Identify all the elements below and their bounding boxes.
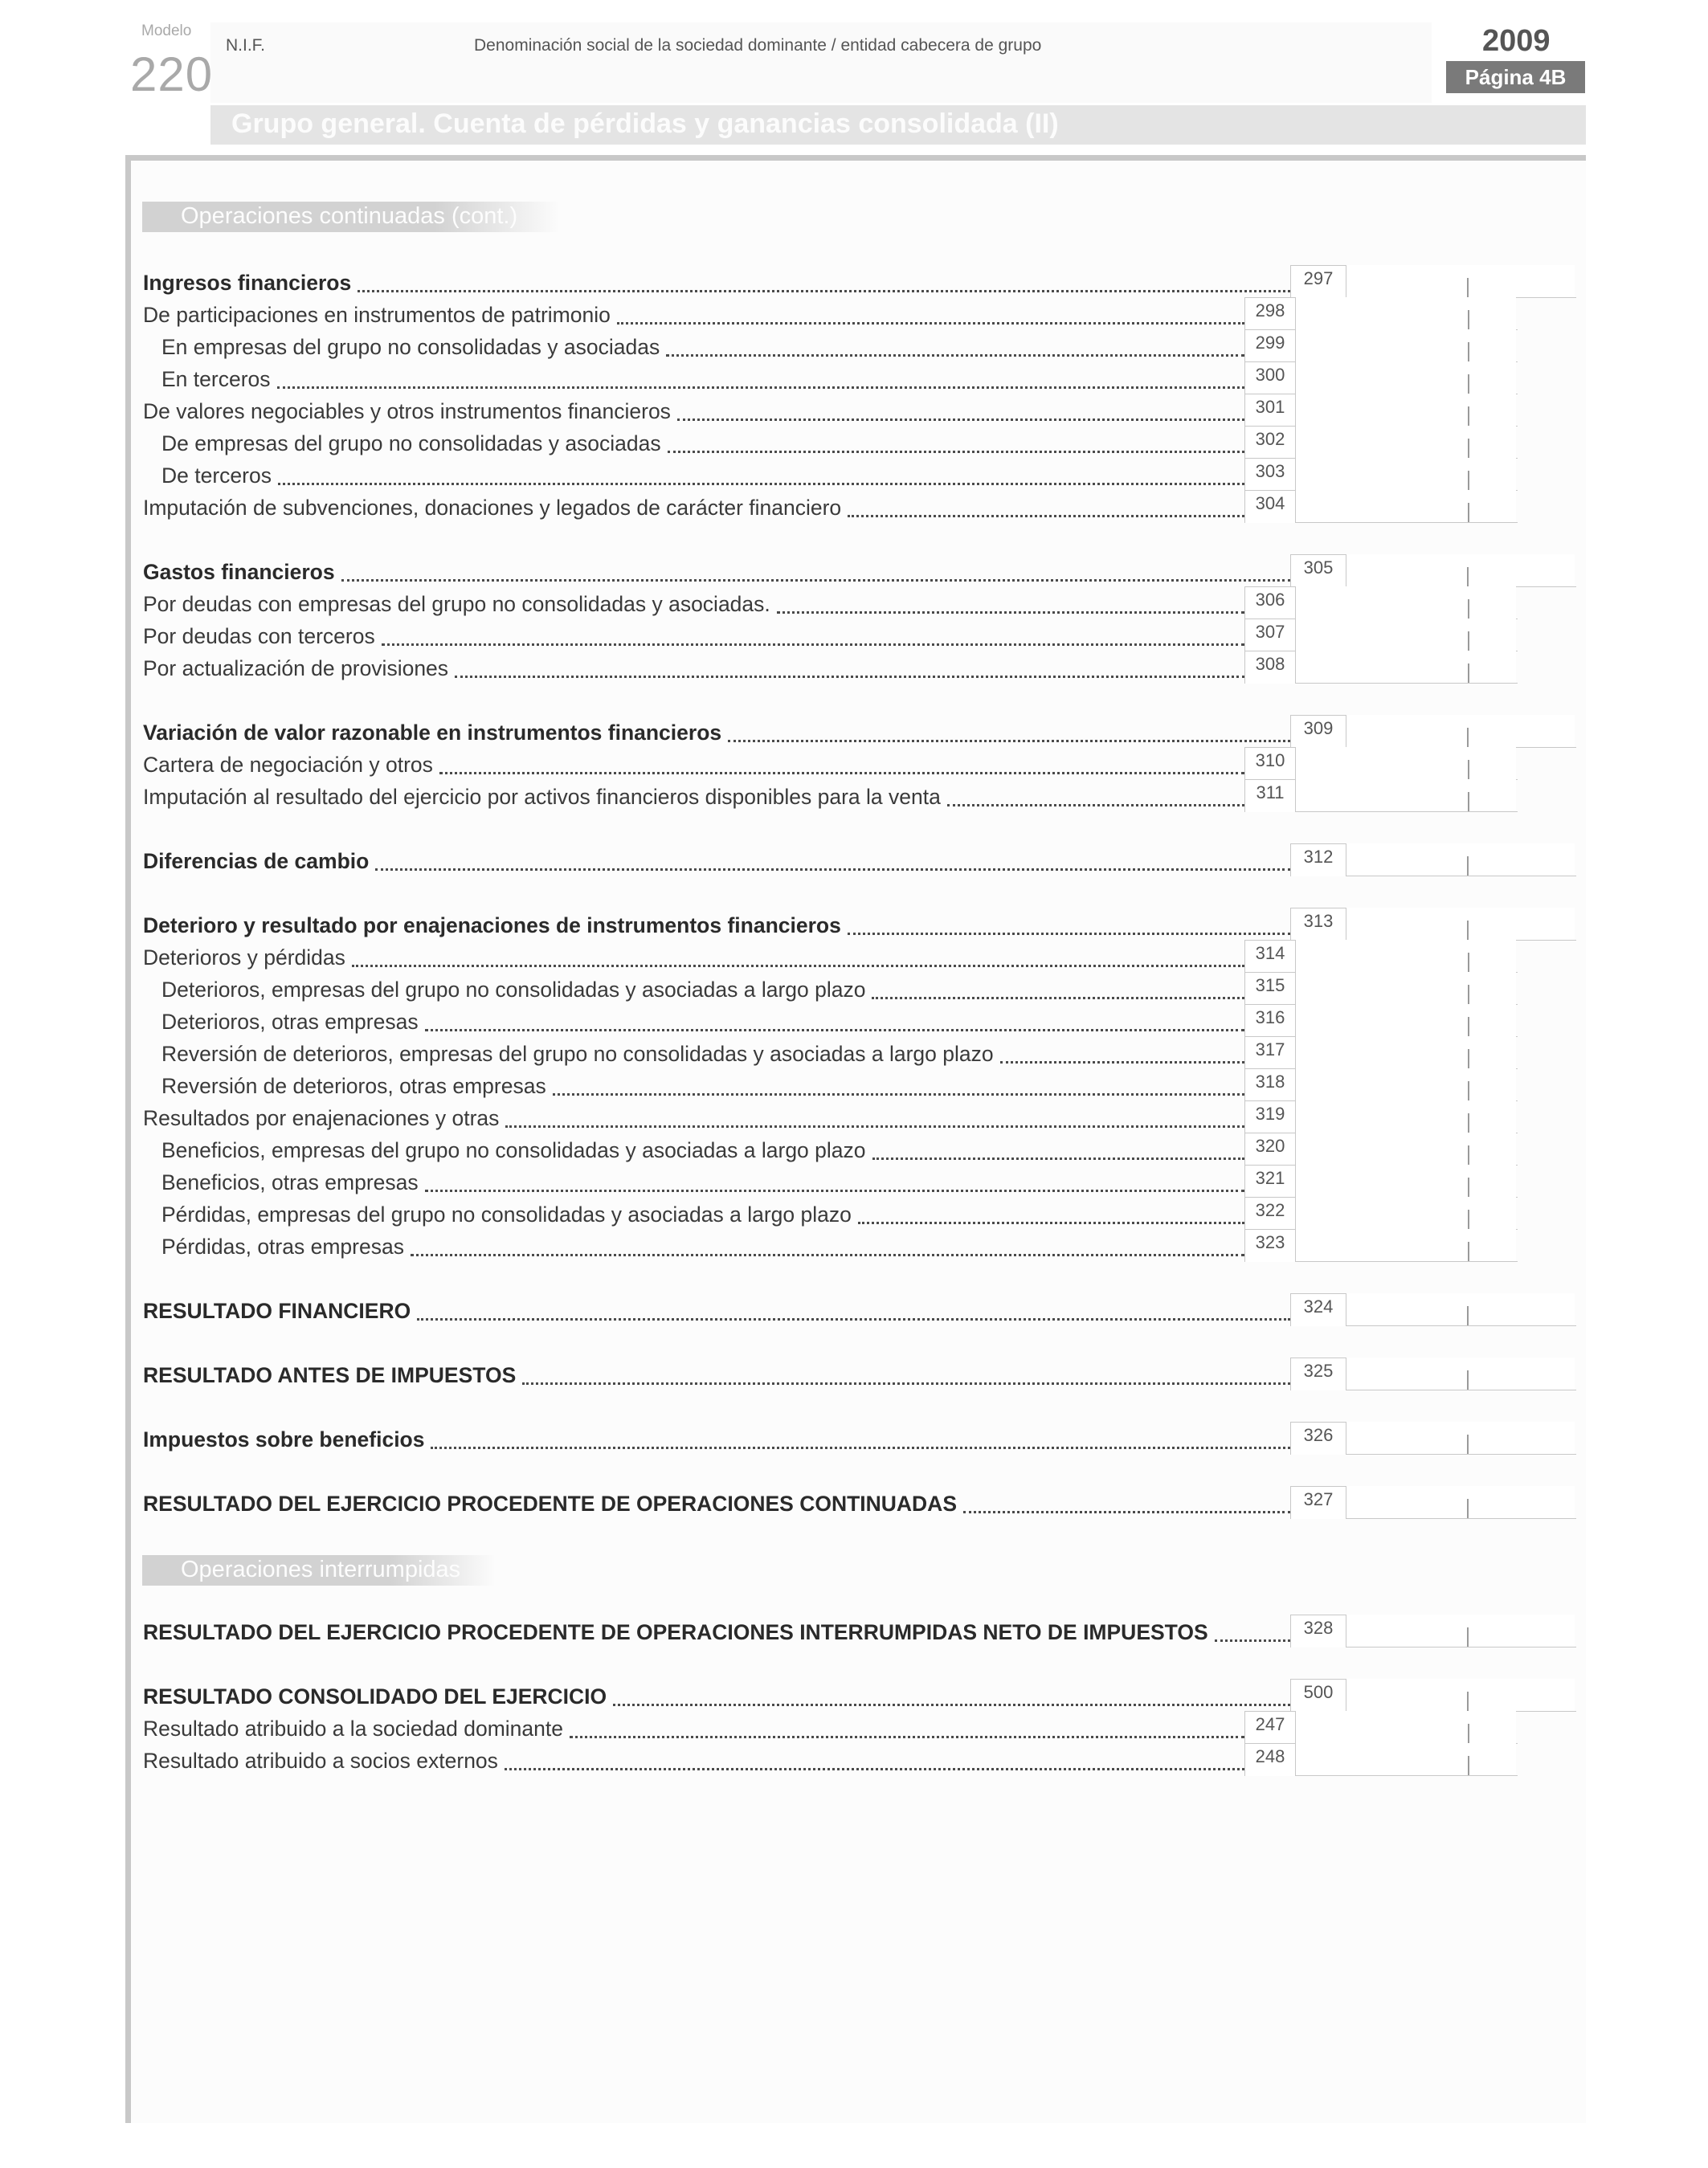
page-title: Grupo general. Cuenta de pérdidas y ganancias consolidada (II) bbox=[231, 108, 1059, 139]
amount-field[interactable] bbox=[1346, 1486, 1575, 1518]
decimal-separator-mark bbox=[1467, 921, 1469, 940]
box-code: 324 bbox=[1290, 1293, 1346, 1326]
header-strip bbox=[210, 22, 1432, 103]
box-code: 298 bbox=[1244, 297, 1296, 330]
form-row bbox=[143, 715, 1290, 747]
row-label: Pérdidas, empresas del grupo no consolidadas y asociadas a largo plazo bbox=[161, 1202, 852, 1227]
page-badge: Página 4B bbox=[1446, 61, 1585, 93]
box-code: 314 bbox=[1244, 940, 1296, 973]
box-code: 313 bbox=[1290, 908, 1346, 941]
amount-field[interactable] bbox=[1346, 715, 1575, 747]
form-row bbox=[143, 426, 1244, 458]
leader-dots bbox=[522, 1382, 1290, 1385]
amount-box bbox=[1244, 1133, 1518, 1166]
amount-field[interactable] bbox=[1296, 1100, 1516, 1133]
decimal-separator-mark bbox=[1468, 792, 1469, 811]
amount-field[interactable] bbox=[1296, 779, 1516, 811]
amount-box bbox=[1244, 1068, 1518, 1101]
section-header-interrumpidas bbox=[142, 1555, 496, 1586]
decimal-separator-mark bbox=[1467, 1435, 1469, 1454]
row-label: Deterioros, otras empresas bbox=[161, 1010, 419, 1034]
leader-dots bbox=[425, 1029, 1244, 1031]
row-label: De empresas del grupo no consolidadas y asociadas bbox=[161, 431, 661, 455]
form-row bbox=[143, 329, 1244, 361]
leader-dots bbox=[848, 515, 1244, 517]
form-row bbox=[143, 843, 1290, 876]
frame-top-border bbox=[125, 155, 1586, 161]
amount-box bbox=[1290, 1679, 1576, 1712]
form-row bbox=[143, 972, 1244, 1004]
form-year: 2009 bbox=[1482, 24, 1551, 58]
decimal-separator-mark bbox=[1468, 439, 1469, 458]
row-label: Imputación al resultado del ejercicio por activos financieros disponibles para la venta bbox=[143, 785, 941, 809]
amount-field[interactable] bbox=[1346, 843, 1575, 876]
amount-field[interactable] bbox=[1346, 265, 1575, 297]
leader-dots bbox=[1000, 1061, 1244, 1064]
row-label: Ingresos financieros bbox=[143, 271, 352, 295]
leader-dots bbox=[858, 1222, 1244, 1224]
decimal-separator-mark bbox=[1468, 631, 1469, 651]
form-row bbox=[143, 1711, 1244, 1743]
leader-dots bbox=[777, 611, 1244, 614]
form-row bbox=[143, 1679, 1290, 1711]
form-row bbox=[143, 1229, 1244, 1261]
decimal-separator-mark bbox=[1468, 310, 1469, 329]
leader-dots bbox=[848, 933, 1290, 935]
decimal-separator-mark bbox=[1468, 953, 1469, 972]
box-code: 319 bbox=[1244, 1100, 1296, 1133]
row-label: Deterioros, empresas del grupo no consolidadas y asociadas a largo plazo bbox=[161, 978, 866, 1002]
leader-dots bbox=[411, 1254, 1244, 1256]
amount-field[interactable] bbox=[1296, 972, 1516, 1004]
amount-box bbox=[1244, 1711, 1518, 1744]
amount-box bbox=[1290, 843, 1576, 876]
box-code: 297 bbox=[1290, 265, 1346, 298]
amount-box bbox=[1244, 329, 1518, 362]
box-code: 307 bbox=[1244, 619, 1296, 651]
decimal-separator-mark bbox=[1468, 1081, 1469, 1100]
amount-field[interactable] bbox=[1296, 1229, 1516, 1261]
leader-dots bbox=[666, 354, 1244, 357]
form-row bbox=[143, 1197, 1244, 1229]
leader-dots bbox=[417, 1318, 1290, 1321]
modelo-label: Modelo bbox=[141, 22, 192, 39]
amount-box bbox=[1244, 1197, 1518, 1230]
amount-box bbox=[1244, 394, 1518, 427]
decimal-separator-mark bbox=[1468, 985, 1469, 1004]
row-label: Pérdidas, otras empresas bbox=[161, 1235, 404, 1259]
box-code: 308 bbox=[1244, 651, 1296, 684]
form-row bbox=[143, 265, 1290, 297]
row-label: RESULTADO DEL EJERCICIO PROCEDENTE DE OPERACIONES CONTINUADAS bbox=[143, 1492, 957, 1516]
box-code: 305 bbox=[1290, 554, 1346, 587]
box-code: 321 bbox=[1244, 1165, 1296, 1198]
row-label: Cartera de negociación y otros bbox=[143, 753, 433, 777]
form-row bbox=[143, 779, 1244, 811]
nif-label: N.I.F. bbox=[226, 36, 266, 55]
amount-field[interactable] bbox=[1296, 940, 1516, 972]
section-header-continuadas bbox=[142, 202, 560, 232]
amount-field[interactable] bbox=[1346, 1615, 1575, 1647]
row-label: En terceros bbox=[161, 367, 271, 391]
leader-dots bbox=[277, 386, 1244, 389]
leader-dots bbox=[278, 483, 1244, 485]
amount-field[interactable] bbox=[1346, 1422, 1575, 1454]
amount-box bbox=[1244, 619, 1518, 651]
decimal-separator-mark bbox=[1467, 1370, 1469, 1390]
decimal-separator-mark bbox=[1467, 728, 1469, 747]
decimal-separator-mark bbox=[1468, 471, 1469, 490]
leader-dots bbox=[505, 1125, 1244, 1128]
amount-field[interactable] bbox=[1296, 747, 1516, 779]
form-row bbox=[143, 908, 1290, 940]
box-code: 315 bbox=[1244, 972, 1296, 1005]
leader-dots bbox=[341, 579, 1290, 582]
box-code: 320 bbox=[1244, 1133, 1296, 1166]
amount-box bbox=[1290, 1293, 1576, 1326]
row-label: Imputación de subvenciones, donaciones y legados de carácter financiero bbox=[143, 496, 842, 520]
box-code: 318 bbox=[1244, 1068, 1296, 1101]
amount-box bbox=[1244, 490, 1518, 523]
row-label: Beneficios, otras empresas bbox=[161, 1170, 419, 1194]
leader-dots bbox=[617, 322, 1244, 325]
box-code: 301 bbox=[1244, 394, 1296, 427]
box-code: 327 bbox=[1290, 1486, 1346, 1519]
amount-field[interactable] bbox=[1296, 1004, 1516, 1036]
form-row bbox=[143, 554, 1290, 586]
amount-box bbox=[1244, 1743, 1518, 1776]
amount-field[interactable] bbox=[1296, 1036, 1516, 1068]
leader-dots bbox=[358, 290, 1290, 292]
denominacion-label: Denominación social de la sociedad dominante / entidad cabecera de grupo bbox=[474, 36, 1042, 55]
form-row bbox=[143, 651, 1244, 683]
box-code: 310 bbox=[1244, 747, 1296, 780]
amount-box bbox=[1244, 651, 1518, 684]
amount-field[interactable] bbox=[1296, 361, 1516, 394]
form-row bbox=[143, 394, 1244, 426]
amount-field[interactable] bbox=[1296, 651, 1516, 683]
box-code: 322 bbox=[1244, 1197, 1296, 1230]
decimal-separator-mark bbox=[1467, 1692, 1469, 1711]
form-row bbox=[143, 1133, 1244, 1165]
amount-field[interactable] bbox=[1346, 1679, 1575, 1711]
amount-field[interactable] bbox=[1296, 586, 1516, 619]
row-label: Por deudas con empresas del grupo no consolidadas y asociadas. bbox=[143, 592, 770, 616]
leader-dots bbox=[1215, 1639, 1290, 1642]
amount-field[interactable] bbox=[1296, 490, 1516, 522]
decimal-separator-mark bbox=[1467, 567, 1469, 586]
leader-dots bbox=[872, 997, 1244, 999]
row-label: RESULTADO FINANCIERO bbox=[143, 1299, 411, 1323]
amount-box bbox=[1244, 972, 1518, 1005]
row-label: Deterioro y resultado por enajenaciones de instrumentos financieros bbox=[143, 913, 841, 937]
decimal-separator-mark bbox=[1468, 1049, 1469, 1068]
form-row bbox=[143, 361, 1244, 394]
leader-dots bbox=[570, 1736, 1244, 1738]
amount-field[interactable] bbox=[1296, 394, 1516, 426]
decimal-separator-mark bbox=[1467, 1306, 1469, 1325]
leader-dots bbox=[425, 1190, 1244, 1192]
frame-left-border bbox=[125, 155, 131, 2123]
decimal-separator-mark bbox=[1467, 278, 1469, 297]
modelo-number: 220 bbox=[130, 47, 214, 101]
leader-dots bbox=[613, 1704, 1290, 1706]
decimal-separator-mark bbox=[1467, 1499, 1469, 1518]
row-label: De participaciones en instrumentos de patrimonio bbox=[143, 303, 611, 327]
row-label: Variación de valor razonable en instrumentos financieros bbox=[143, 721, 722, 745]
amount-box bbox=[1290, 554, 1576, 587]
amount-field[interactable] bbox=[1346, 908, 1575, 940]
form-row bbox=[143, 458, 1244, 490]
box-code: 317 bbox=[1244, 1036, 1296, 1069]
decimal-separator-mark bbox=[1468, 374, 1469, 394]
amount-box bbox=[1244, 747, 1518, 780]
form-row bbox=[143, 297, 1244, 329]
box-code: 323 bbox=[1244, 1229, 1296, 1262]
form-row bbox=[143, 490, 1244, 522]
amount-box bbox=[1244, 1100, 1518, 1133]
form-row bbox=[143, 1358, 1290, 1390]
leader-dots bbox=[553, 1093, 1244, 1096]
form-row bbox=[143, 1743, 1244, 1775]
row-label: Diferencias de cambio bbox=[143, 849, 370, 873]
amount-field[interactable] bbox=[1296, 619, 1516, 651]
amount-box bbox=[1290, 1358, 1576, 1390]
decimal-separator-mark bbox=[1468, 1113, 1469, 1133]
amount-box bbox=[1244, 361, 1518, 394]
decimal-separator-mark bbox=[1468, 1017, 1469, 1036]
amount-field[interactable] bbox=[1296, 1711, 1516, 1743]
row-label: Reversión de deterioros, empresas del grupo no consolidadas y asociadas a largo plazo bbox=[161, 1042, 994, 1066]
form-row bbox=[143, 1100, 1244, 1133]
row-label: Resultado atribuido a la sociedad dominante bbox=[143, 1717, 563, 1741]
amount-field[interactable] bbox=[1296, 426, 1516, 458]
box-code: 306 bbox=[1244, 586, 1296, 619]
form-row bbox=[143, 1036, 1244, 1068]
amount-box bbox=[1244, 458, 1518, 491]
form-row bbox=[143, 1068, 1244, 1100]
box-code: 312 bbox=[1290, 843, 1346, 876]
box-code: 325 bbox=[1290, 1358, 1346, 1390]
box-code: 248 bbox=[1244, 1743, 1296, 1776]
decimal-separator-mark bbox=[1468, 1724, 1469, 1743]
amount-box bbox=[1290, 1486, 1576, 1519]
row-label: En empresas del grupo no consolidadas y asociadas bbox=[161, 335, 660, 359]
decimal-separator-mark bbox=[1467, 1627, 1469, 1647]
amount-box bbox=[1244, 940, 1518, 973]
decimal-separator-mark bbox=[1468, 1210, 1469, 1229]
amount-field[interactable] bbox=[1346, 554, 1575, 586]
amount-box bbox=[1244, 779, 1518, 812]
amount-field[interactable] bbox=[1296, 1068, 1516, 1100]
form-row bbox=[143, 1615, 1290, 1647]
box-code: 302 bbox=[1244, 426, 1296, 459]
amount-field[interactable] bbox=[1346, 1358, 1575, 1390]
section-title: Operaciones interrumpidas bbox=[181, 1557, 461, 1582]
leader-dots bbox=[728, 740, 1290, 742]
amount-field[interactable] bbox=[1296, 1743, 1516, 1775]
amount-box bbox=[1244, 1004, 1518, 1037]
leader-dots bbox=[455, 676, 1244, 678]
row-label: De valores negociables y otros instrumentos financieros bbox=[143, 399, 671, 423]
amount-box bbox=[1290, 265, 1576, 298]
box-code: 300 bbox=[1244, 361, 1296, 394]
leader-dots bbox=[947, 804, 1244, 806]
row-label: Impuestos sobre beneficios bbox=[143, 1427, 425, 1451]
amount-box bbox=[1244, 1165, 1518, 1198]
leader-dots bbox=[668, 451, 1244, 453]
amount-box bbox=[1290, 908, 1576, 941]
form-row bbox=[143, 1165, 1244, 1197]
amount-field[interactable] bbox=[1296, 329, 1516, 361]
box-code: 311 bbox=[1244, 779, 1296, 812]
form-row bbox=[143, 1004, 1244, 1036]
amount-field[interactable] bbox=[1296, 458, 1516, 490]
form-row bbox=[143, 1422, 1290, 1454]
amount-field[interactable] bbox=[1296, 1197, 1516, 1229]
amount-box bbox=[1244, 297, 1518, 330]
leader-dots bbox=[375, 868, 1290, 871]
box-code: 316 bbox=[1244, 1004, 1296, 1037]
amount-field[interactable] bbox=[1346, 1293, 1575, 1325]
form-row bbox=[143, 747, 1244, 779]
row-label: RESULTADO CONSOLIDADO DEL EJERCICIO bbox=[143, 1684, 607, 1709]
form-row bbox=[143, 586, 1244, 619]
form-row bbox=[143, 619, 1244, 651]
box-code: 299 bbox=[1244, 329, 1296, 362]
row-label: RESULTADO DEL EJERCICIO PROCEDENTE DE OPERACIONES INTERRUMPIDAS NETO DE IMPUESTOS bbox=[143, 1620, 1208, 1644]
box-code: 303 bbox=[1244, 458, 1296, 491]
decimal-separator-mark bbox=[1468, 1756, 1469, 1775]
row-label: Por deudas con terceros bbox=[143, 624, 375, 648]
leader-dots bbox=[382, 643, 1244, 646]
decimal-separator-mark bbox=[1468, 1178, 1469, 1197]
decimal-separator-mark bbox=[1468, 760, 1469, 779]
box-code: 247 bbox=[1244, 1711, 1296, 1744]
amount-box bbox=[1290, 1422, 1576, 1455]
row-label: Beneficios, empresas del grupo no consolidadas y asociadas a largo plazo bbox=[161, 1138, 866, 1162]
box-code: 309 bbox=[1290, 715, 1346, 748]
form-row bbox=[143, 1293, 1290, 1325]
decimal-separator-mark bbox=[1468, 599, 1469, 619]
form-row bbox=[143, 1486, 1290, 1518]
decimal-separator-mark bbox=[1468, 1242, 1469, 1261]
amount-field[interactable] bbox=[1296, 1133, 1516, 1165]
box-code: 328 bbox=[1290, 1615, 1346, 1647]
row-label: Resultado atribuido a socios externos bbox=[143, 1749, 498, 1773]
box-code: 500 bbox=[1290, 1679, 1346, 1712]
decimal-separator-mark bbox=[1468, 342, 1469, 361]
row-label: Gastos financieros bbox=[143, 560, 335, 584]
form-row bbox=[143, 940, 1244, 972]
row-label: Resultados por enajenaciones y otras bbox=[143, 1106, 500, 1130]
row-label: Deterioros y pérdidas bbox=[143, 945, 345, 970]
box-code: 326 bbox=[1290, 1422, 1346, 1455]
decimal-separator-mark bbox=[1467, 856, 1469, 876]
leader-dots bbox=[963, 1511, 1290, 1513]
row-label: De terceros bbox=[161, 463, 272, 488]
amount-box bbox=[1290, 1615, 1576, 1647]
decimal-separator-mark bbox=[1468, 406, 1469, 426]
leader-dots bbox=[431, 1447, 1290, 1449]
leader-dots bbox=[439, 772, 1244, 774]
box-code: 304 bbox=[1244, 490, 1296, 523]
amount-box bbox=[1244, 1229, 1518, 1262]
leader-dots bbox=[505, 1768, 1244, 1770]
amount-box bbox=[1244, 586, 1518, 619]
leader-dots bbox=[872, 1157, 1244, 1160]
amount-box bbox=[1244, 426, 1518, 459]
leader-dots bbox=[352, 965, 1244, 967]
decimal-separator-mark bbox=[1468, 1145, 1469, 1165]
row-label: Por actualización de provisiones bbox=[143, 656, 449, 680]
leader-dots bbox=[677, 418, 1244, 421]
amount-box bbox=[1290, 715, 1576, 748]
decimal-separator-mark bbox=[1468, 503, 1469, 522]
amount-field[interactable] bbox=[1296, 1165, 1516, 1197]
row-label: Reversión de deterioros, otras empresas bbox=[161, 1074, 546, 1098]
amount-box bbox=[1244, 1036, 1518, 1069]
amount-field[interactable] bbox=[1296, 297, 1516, 329]
section-title: Operaciones continuadas (cont.) bbox=[181, 203, 518, 229]
row-label: RESULTADO ANTES DE IMPUESTOS bbox=[143, 1363, 517, 1387]
decimal-separator-mark bbox=[1468, 663, 1469, 683]
